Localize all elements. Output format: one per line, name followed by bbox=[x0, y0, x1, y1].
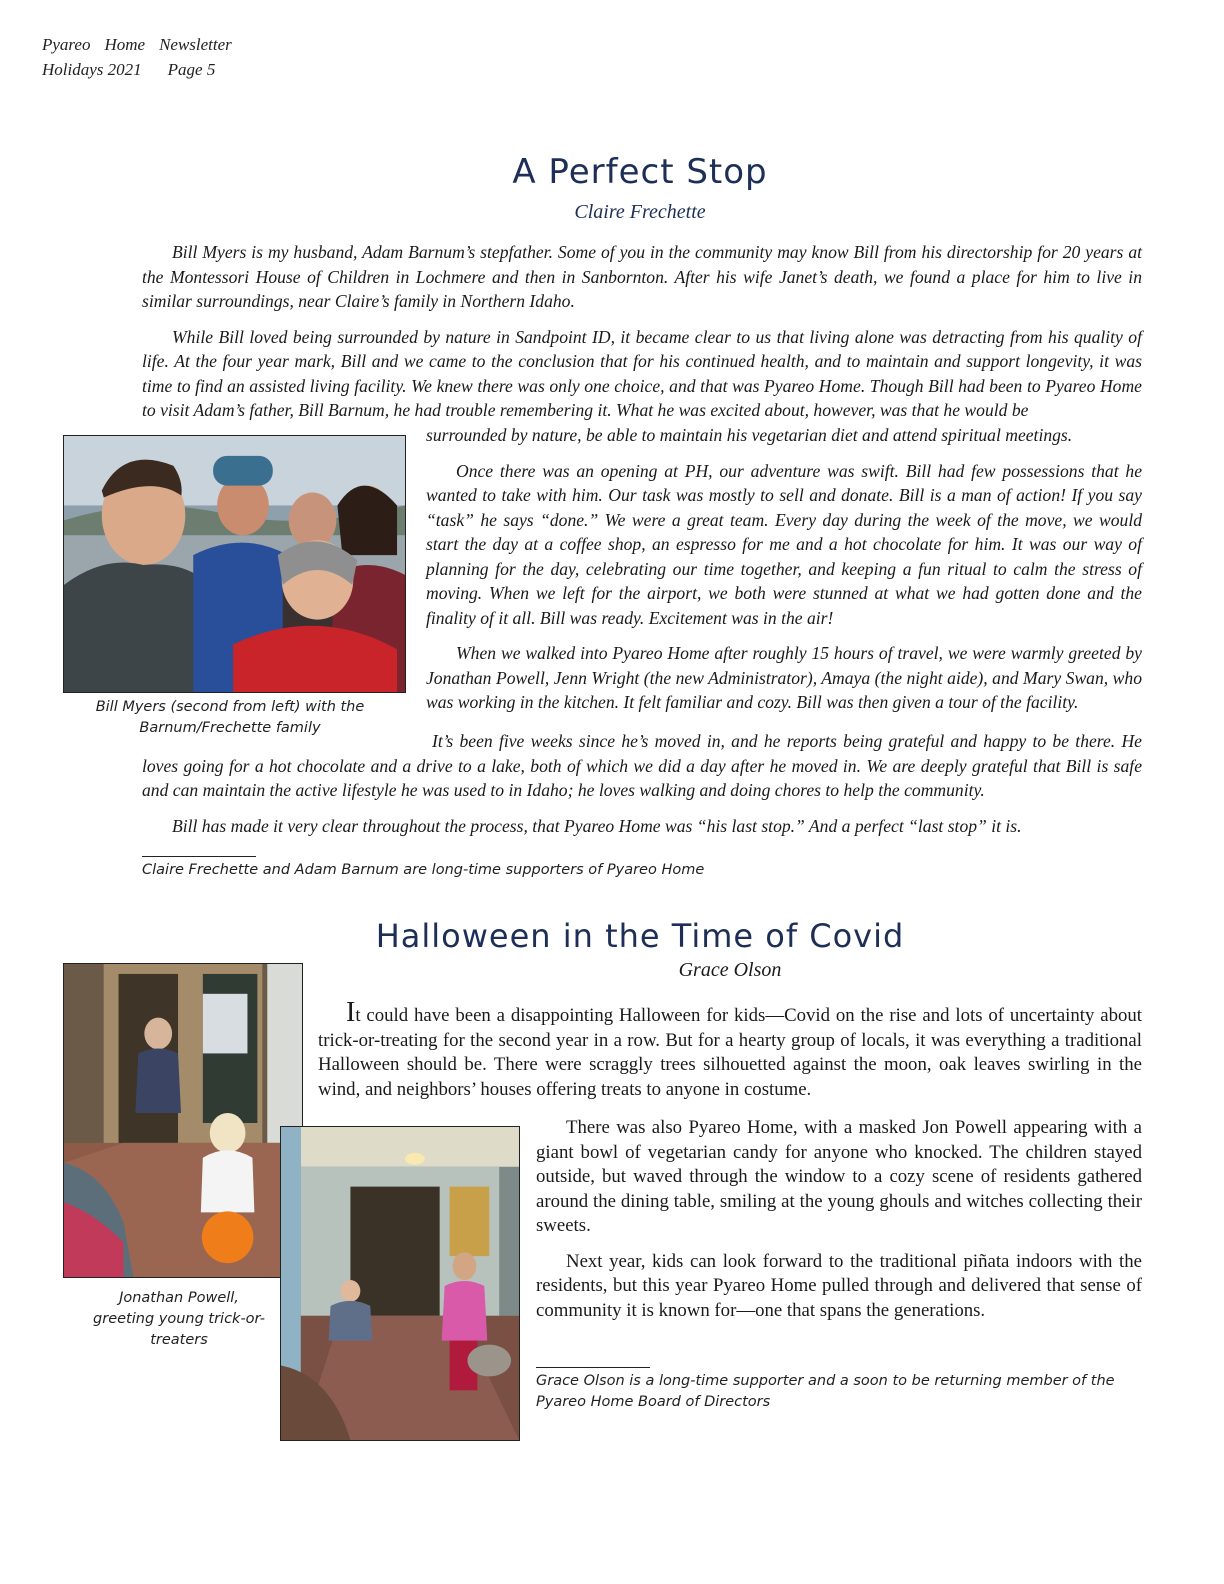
article1-body-wrap bbox=[426, 423, 1142, 726]
article1-body-top bbox=[142, 240, 1142, 423]
article2-note-rule bbox=[536, 1367, 650, 1368]
halloween-photo-porch-image bbox=[281, 1127, 519, 1440]
article2-paragraph-3: Next year, kids can look forward to the traditional piñata indoors with the residents, but this year Pyareo Home pulled through and delivered that sense of community it is known for—one that spans the generations. bbox=[536, 1250, 1142, 1321]
halloween-photo-porch bbox=[280, 1126, 520, 1441]
article2-byline: Grace Olson bbox=[678, 959, 782, 981]
halloween-photo-doorway bbox=[63, 963, 303, 1278]
article1-paragraph-2: While Bill loved being surrounded by nature in Sandpoint ID, it became clear to us that living alone was detracting from his quality of life. At the four year mark, Bill and we came to the conclusion that for his continued health, and to maintain and support longevity, it was time to find an assisted living facility. We knew there was only one choice, and that was Pyareo Home. Though Bill had been to Pyareo Home to visit Adam’s father, Bill Barnum, he had trouble remembering it. What he was excited about, however, was that he would be bbox=[142, 326, 1142, 420]
publication-word-2: Home bbox=[104, 35, 146, 54]
article2-paragraph-1-text: t could have been a disappointing Halloween for kids—Covid on the rise and lots of uncertainty about trick-or-treating for the second year in a row. But for a hearty group of locals, it was everything a traditional Halloween should be. There were scraggly trees silhouetted against the moon, oak leaves swirling in the wind, and neighbors’ houses offering treats to anyone in costume. bbox=[318, 1005, 1142, 1100]
article2-title: Halloween in the Time of Covid bbox=[375, 917, 905, 955]
article1-body-bottom bbox=[142, 729, 1142, 849]
article1-paragraph-5: It’s been five weeks since he’s moved in, and he reports being grateful and happy to be there. He loves going for a hot chocolate and a drive to a lake, both of which we did a day after he moved in. We are deeply grateful that Bill is safe and can maintain the active lifestyle he was used to in Idaho; he loves walking and doing chores to help the community. bbox=[142, 731, 1142, 800]
halloween-photo-doorway-image bbox=[64, 964, 302, 1277]
issue-label: Holidays 2021 bbox=[42, 60, 142, 79]
article1-paragraph-4: When we walked into Pyareo Home after roughly 15 hours of travel, we were warmly greeted by Jonathan Powell, Jenn Wright (the new Administrator), Amaya (the night aide), and Mary Swan, who was working in the kitchen. It felt familiar and cozy. Bill was then given a tour of the facility. bbox=[426, 643, 1142, 712]
article1-paragraph-1: Bill Myers is my husband, Adam Barnum’s stepfather. Some of you in the community may know Bill from his directorship for 20 years at the Montessori House of Children in Lochmere and then in Sanbornton. After his wife Janet’s death, we found a place for him to live in similar surroundings, near Claire’s family in Northern Idaho. bbox=[142, 242, 1142, 311]
article1-title: A Perfect Stop bbox=[512, 152, 768, 192]
article2-body-top bbox=[318, 997, 1142, 1113]
publication-word-1: Pyareo bbox=[42, 35, 91, 54]
publication-word-3: Newsletter bbox=[159, 35, 232, 54]
article1-paragraph-2-end: surrounded by nature, be able to maintain his vegetarian diet and attend spiritual meetings. bbox=[426, 425, 1073, 445]
article2-body-wrap bbox=[536, 1116, 1142, 1334]
article2-paragraph-2: There was also Pyareo Home, with a masked Jon Powell appearing with a giant bowl of vegetarian candy for anyone who knocked. The children stayed outside, but waved through the window to a cozy scene of residents gathered around the dining table, smiling at the young ghouls and witches collecting their sweets. bbox=[536, 1117, 1142, 1236]
family-photo-caption: Bill Myers (second from left) with the Barnum/Frechette family bbox=[95, 699, 365, 736]
article1-author-note: Claire Frechette and Adam Barnum are long-time supporters of Pyareo Home bbox=[142, 862, 705, 878]
article1-note-rule bbox=[142, 856, 256, 857]
article1-paragraph-6: Bill has made it very clear throughout the process, that Pyareo Home was “his last stop.” And a perfect “last stop” it is. bbox=[172, 815, 1022, 836]
article1-paragraph-3: Once there was an opening at PH, our adventure was swift. Bill had few possessions that he wanted to take with him. Our task was mostly to sell and donate. Bill is a man of action! If you say “task” he says “done.” We were a great team. Every day during the week of the move, we would start the day at a coffee shop, an espresso for me and a hot chocolate for him. It was our way of planning for the day, celebrating our time together, and keeping a fun ritual to calm the stress of moving. When we left for the airport, we both were stunned at what we had gotten done and the finality of it all. Bill was ready. Excitement was in the air! bbox=[426, 460, 1142, 628]
family-photo-image bbox=[64, 436, 405, 692]
halloween-photo-caption: Jonathan Powell, greeting young trick-or-treaters bbox=[93, 1290, 265, 1348]
running-head bbox=[42, 32, 232, 82]
article2-author-note: Grace Olson is a long-time supporter and a soon to be returning member of the Pyareo Home Board of Directors bbox=[536, 1373, 1115, 1410]
article1-byline: Claire Frechette bbox=[574, 201, 706, 223]
article2-dropcap: I bbox=[346, 997, 356, 1028]
page-number: Page 5 bbox=[167, 60, 216, 79]
article2-paragraph-1 bbox=[318, 997, 1142, 1102]
family-photo bbox=[63, 435, 406, 693]
